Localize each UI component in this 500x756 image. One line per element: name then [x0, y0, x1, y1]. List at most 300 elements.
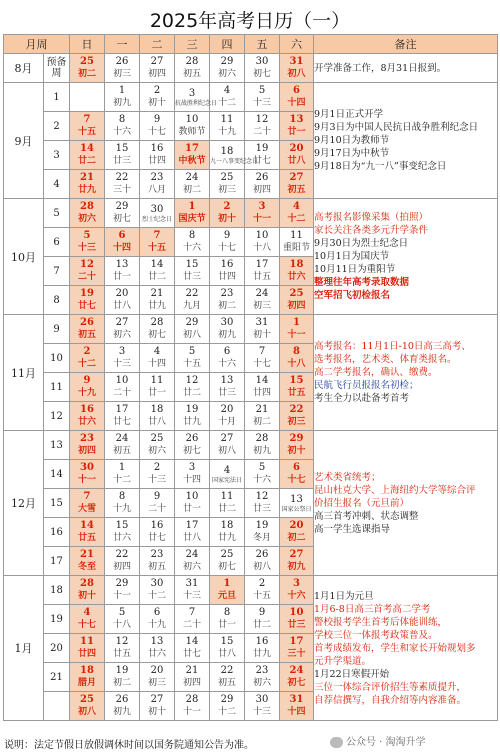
lunar-date: 廿八 — [147, 417, 166, 427]
wechat-icon — [330, 737, 343, 748]
note-line: 10月11日为重阳节 — [314, 264, 396, 275]
day-number: 21 — [80, 549, 94, 560]
lunar-date: 廿二 — [217, 504, 236, 514]
lunar-date: 十二 — [147, 591, 166, 601]
day-number: 30 — [255, 694, 269, 705]
header-fri: 五 — [245, 35, 280, 54]
day-number: 18 — [80, 665, 94, 676]
note-line: 空军招飞初检报名 — [314, 290, 391, 301]
week-number: 5 — [44, 199, 70, 228]
week-number: 8 — [44, 286, 70, 315]
lunar-date: 初六 — [112, 330, 131, 340]
day-number: 8 — [223, 607, 231, 618]
day-number: 5 — [118, 607, 126, 618]
day-cell — [140, 634, 175, 663]
day-cell — [280, 489, 314, 518]
day-cell — [280, 199, 314, 228]
day-number: 12 — [255, 114, 269, 125]
day-cell — [280, 54, 314, 83]
lunar-date: 二十 — [77, 272, 96, 282]
day-number: 12 — [80, 259, 94, 270]
lunar-date: 初二 — [182, 185, 201, 195]
month-notes — [314, 54, 498, 83]
day-cell — [280, 257, 314, 286]
lunar-date: 十二 — [112, 475, 131, 485]
day-number: 9 — [153, 114, 161, 125]
day-cell — [105, 576, 140, 605]
day-cell — [175, 141, 210, 170]
week-number: 1 — [44, 83, 70, 112]
day-cell — [140, 518, 175, 547]
day-cell — [70, 402, 105, 431]
calendar-body — [4, 54, 498, 721]
day-number: 3 — [258, 201, 266, 212]
note-line: 学校三位一体报考政策普及。 — [314, 629, 438, 641]
lunar-date: 十七 — [217, 243, 236, 253]
day-cell — [245, 460, 280, 489]
lunar-date: 廿九 — [182, 417, 201, 427]
day-number: 2 — [153, 462, 161, 473]
day-number: 19 — [185, 404, 199, 415]
lunar-date: 大雪 — [77, 504, 96, 514]
day-number: 23 — [80, 433, 94, 444]
note-line: 10月1日为国庆节 — [314, 251, 390, 262]
day-cell — [105, 489, 140, 518]
lunar-date: 初九 — [112, 707, 131, 717]
lunar-date: 十一 — [287, 330, 306, 340]
week-number: 2 — [44, 112, 70, 141]
lunar-date: 初七 — [252, 69, 271, 79]
day-number: 28 — [255, 433, 269, 444]
note-line: 1月22日寒假开始 — [314, 668, 390, 680]
day-number: 16 — [150, 143, 164, 154]
week-number: 13 — [44, 431, 70, 460]
day-number: 13 — [290, 493, 303, 505]
note-line: 三位一体综合评价招生等素质提升， — [314, 681, 467, 693]
day-number: 3 — [293, 578, 300, 589]
lunar-date: 初五 — [112, 446, 131, 456]
day-number: 6 — [153, 607, 161, 618]
day-cell — [105, 402, 140, 431]
day-number: 20 — [150, 665, 164, 676]
day-cell — [210, 83, 245, 112]
day-cell — [210, 257, 245, 286]
day-number: 9 — [153, 491, 161, 502]
day-number: 24 — [185, 172, 199, 183]
month-label: 11月 — [4, 315, 44, 431]
week-number: 7 — [44, 257, 70, 286]
lunar-date: 十三 — [252, 98, 271, 108]
day-cell — [245, 199, 280, 228]
day-number: 21 — [150, 288, 164, 299]
day-cell — [105, 692, 140, 721]
day-number: 23 — [150, 172, 164, 183]
lunar-date: 初五 — [77, 330, 96, 340]
day-cell — [280, 431, 314, 460]
day-cell — [70, 692, 105, 721]
day-cell — [280, 634, 314, 663]
day-cell — [245, 547, 280, 576]
lunar-date: 初三 — [252, 301, 271, 311]
day-cell — [280, 663, 314, 692]
lunar-date: 十八 — [287, 359, 306, 369]
day-number: 28 — [185, 694, 199, 705]
day-cell — [140, 489, 175, 518]
day-cell — [210, 460, 245, 489]
lunar-date: 十一 — [252, 214, 271, 224]
day-cell — [210, 518, 245, 547]
note-line: 9月17日为中秋节 — [314, 148, 390, 159]
day-number: 14 — [80, 143, 94, 154]
calendar-header — [4, 35, 498, 54]
note-line: 元升学渠道。 — [314, 655, 372, 667]
day-cell — [105, 199, 140, 228]
day-cell — [280, 141, 314, 170]
day-cell — [140, 460, 175, 489]
day-cell — [70, 489, 105, 518]
day-number: 4 — [223, 464, 231, 476]
day-number: 28 — [80, 578, 94, 589]
day-cell — [140, 54, 175, 83]
day-number: 9 — [258, 607, 266, 618]
week-number: 16 — [44, 518, 70, 547]
day-cell — [245, 663, 280, 692]
month-label: 1月 — [4, 576, 44, 721]
day-cell — [140, 344, 175, 373]
day-cell — [70, 257, 105, 286]
day-number: 30 — [150, 578, 164, 589]
day-number: 7 — [153, 230, 161, 241]
note-line: 考生全力以赴备考首考 — [314, 393, 410, 404]
day-cell — [245, 286, 280, 315]
month-notes — [314, 315, 498, 431]
day-number: 6 — [293, 462, 300, 473]
month-label: 9月 — [4, 83, 44, 199]
day-cell — [245, 315, 280, 344]
week-number: 4 — [44, 170, 70, 199]
day-cell — [70, 83, 105, 112]
lunar-date: 廿七 — [182, 649, 201, 659]
day-number: 9 — [223, 230, 231, 241]
day-cell — [245, 489, 280, 518]
day-number: 8 — [118, 491, 126, 502]
lunar-date: 初十 — [217, 214, 236, 224]
note-line: 自荐信撰写，自我介绍等内容准备。 — [314, 694, 467, 706]
lunar-date: 廿七 — [147, 533, 166, 543]
lunar-date: 初五 — [182, 69, 201, 79]
lunar-date: 抗战胜利纪念日 — [175, 99, 218, 107]
week-number: 10 — [44, 344, 70, 373]
note-line: 高考报名：11月1日-10日高三高考、 — [314, 341, 471, 352]
lunar-date: 十六 — [217, 359, 236, 369]
lunar-date: 三十 — [112, 185, 131, 195]
lunar-date: 廿三 — [182, 272, 201, 282]
day-number: 31 — [289, 694, 304, 705]
day-cell — [245, 373, 280, 402]
week-row — [4, 83, 498, 112]
day-cell — [210, 141, 259, 170]
day-number: 7 — [188, 607, 196, 618]
day-number: 26 — [255, 172, 269, 183]
day-number: 7 — [83, 491, 91, 502]
note-line: 首考成绩发布，学生和家长开始规划多 — [314, 642, 476, 654]
lunar-date: 九月 — [182, 301, 201, 311]
day-number: 17 — [185, 143, 199, 154]
day-number: 24 — [115, 433, 129, 444]
day-number: 2 — [223, 201, 231, 212]
day-number: 29 — [220, 694, 234, 705]
day-number: 21 — [185, 665, 199, 676]
note-line: 选考报名，艺术类、体育类报名。 — [314, 354, 457, 365]
day-cell — [70, 634, 105, 663]
day-number: 4 — [293, 201, 300, 212]
week-number: 17 — [44, 547, 70, 576]
day-number: 1 — [118, 462, 126, 473]
day-cell — [280, 286, 314, 315]
day-cell — [245, 344, 280, 373]
day-cell — [105, 170, 140, 199]
note-line: 整理往年高考录取数据 — [314, 277, 410, 288]
day-number: 29 — [220, 56, 234, 67]
watermark-text: 公众号 · 淘淘升学 — [346, 737, 426, 748]
day-number: 14 — [185, 636, 199, 647]
day-number: 4 — [153, 346, 161, 357]
week-number: 预备 周 — [44, 54, 70, 83]
day-number: 7 — [258, 346, 266, 357]
day-number: 24 — [289, 665, 304, 676]
day-cell — [175, 199, 210, 228]
month-notes — [314, 83, 498, 199]
day-number: 18 — [289, 259, 304, 270]
lunar-date: 十二 — [217, 707, 236, 717]
lunar-date: 初九 — [252, 446, 271, 456]
lunar-date: 中秋节 — [178, 156, 206, 166]
day-cell — [140, 199, 175, 228]
lunar-date: 初十 — [147, 707, 166, 717]
day-cell — [70, 576, 105, 605]
lunar-date: 廿八 — [182, 533, 201, 543]
day-number: 22 — [115, 549, 129, 560]
day-number: 25 — [289, 288, 304, 299]
day-cell — [105, 431, 140, 460]
lunar-date: 十七 — [147, 127, 166, 137]
day-number: 10 — [115, 375, 129, 386]
day-number: 28 — [185, 56, 199, 67]
day-cell — [175, 431, 210, 460]
month-label: 10月 — [4, 199, 44, 315]
lunar-date: 廿三 — [112, 156, 131, 166]
day-cell — [280, 518, 314, 547]
lunar-date: 十月 — [217, 417, 236, 427]
lunar-date: 廿三 — [217, 388, 236, 398]
day-cell — [210, 402, 245, 431]
day-number: 19 — [255, 520, 269, 531]
day-cell — [140, 605, 175, 634]
day-number: 28 — [150, 317, 164, 328]
week-number — [44, 692, 70, 721]
day-number: 13 — [150, 636, 164, 647]
day-number: 16 — [80, 404, 94, 415]
day-number: 26 — [185, 433, 199, 444]
week-number: 6 — [44, 228, 70, 257]
day-cell — [140, 315, 175, 344]
lunar-date: 廿二 — [77, 156, 96, 166]
lunar-date: 初三 — [217, 185, 236, 195]
day-cell — [70, 547, 105, 576]
day-number: 16 — [220, 259, 234, 270]
lunar-date: 廿九 — [217, 533, 236, 543]
day-number: 29 — [289, 433, 304, 444]
day-cell — [175, 112, 210, 141]
day-number: 20 — [115, 288, 129, 299]
lunar-date: 初四 — [77, 446, 96, 456]
week-number: 3 — [44, 141, 70, 170]
lunar-date: 二十 — [252, 127, 271, 137]
lunar-date: 十一 — [77, 475, 96, 485]
day-number: 6 — [293, 85, 300, 96]
day-cell — [105, 257, 140, 286]
lunar-date: 廿二 — [182, 388, 201, 398]
lunar-date: 初七 — [287, 678, 306, 688]
day-cell — [140, 228, 175, 257]
day-number: 14 — [80, 520, 94, 531]
note-line: 艺术类省统考； — [314, 471, 381, 483]
day-cell — [245, 141, 280, 170]
lunar-date: 廿六 — [77, 417, 96, 427]
note-line: 9月18日为“九一八”事变纪念日 — [314, 161, 447, 172]
lunar-date: 初二 — [217, 301, 236, 311]
day-cell — [70, 605, 105, 634]
day-cell — [245, 692, 280, 721]
day-cell — [105, 547, 140, 576]
day-cell — [245, 634, 280, 663]
day-cell — [245, 54, 280, 83]
day-number: 11 — [290, 230, 303, 241]
day-number: 10 — [255, 230, 269, 241]
lunar-date: 廿一 — [287, 127, 306, 137]
note-line: 昆山杜克大学、上海纽约大学等综合评 — [314, 484, 476, 496]
day-number: 10 — [185, 114, 199, 125]
day-cell — [210, 489, 245, 518]
day-number: 18 — [220, 145, 234, 157]
day-cell — [175, 518, 210, 547]
week-row — [4, 199, 498, 228]
day-number: 29 — [115, 578, 129, 589]
lunar-date: 十八 — [112, 620, 131, 630]
lunar-date: 十七 — [287, 475, 306, 485]
lunar-date: 国家宪法日 — [211, 476, 242, 484]
lunar-date: 廿一 — [217, 620, 236, 630]
day-number: 22 — [185, 288, 199, 299]
day-number: 26 — [115, 56, 129, 67]
lunar-date: 廿四 — [147, 156, 166, 166]
lunar-date: 初七 — [217, 562, 236, 572]
lunar-date: 十六 — [252, 475, 271, 485]
lunar-date: 冬月 — [252, 533, 271, 543]
day-cell — [210, 344, 245, 373]
day-number: 27 — [289, 172, 304, 183]
day-cell — [245, 576, 280, 605]
lunar-date: 八月 — [147, 185, 166, 195]
lunar-date: 国庆节 — [178, 214, 206, 224]
lunar-date: 初八 — [252, 562, 271, 572]
month-notes — [314, 431, 498, 576]
day-number: 23 — [255, 665, 269, 676]
day-number: 22 — [115, 172, 129, 183]
day-cell — [140, 257, 175, 286]
lunar-date: 初十 — [77, 591, 96, 601]
day-cell — [70, 518, 105, 547]
lunar-date: 初六 — [147, 446, 166, 456]
note-line: 高考报名影像采集（拍照） — [314, 212, 429, 223]
day-number: 11 — [80, 636, 94, 647]
day-cell — [210, 576, 245, 605]
week-number: 15 — [44, 489, 70, 518]
lunar-date: 十六 — [182, 243, 201, 253]
lunar-date: 廿三 — [252, 504, 271, 514]
lunar-date: 廿五 — [77, 533, 96, 543]
day-cell — [105, 605, 140, 634]
lunar-date: 十一 — [182, 707, 201, 717]
week-row — [4, 54, 498, 83]
day-cell — [280, 692, 314, 721]
lunar-date: 教师节 — [178, 127, 206, 137]
day-number: 17 — [255, 259, 269, 270]
day-cell — [140, 692, 175, 721]
lunar-date: 廿二 — [147, 272, 166, 282]
day-cell — [175, 489, 210, 518]
lunar-date: 廿五 — [287, 388, 306, 398]
day-number: 12 — [255, 491, 269, 502]
lunar-date: 三十 — [287, 649, 306, 659]
day-number: 5 — [258, 462, 266, 473]
month-label: 8月 — [4, 54, 44, 83]
day-cell — [210, 605, 245, 634]
day-number: 23 — [150, 549, 164, 560]
day-number: 19 — [255, 143, 269, 154]
day-cell — [280, 605, 314, 634]
lunar-date: 廿八 — [112, 301, 131, 311]
lunar-date: 初四 — [147, 69, 166, 79]
day-cell — [105, 460, 140, 489]
lunar-date: 廿六 — [147, 649, 166, 659]
day-number: 22 — [220, 665, 234, 676]
day-cell — [70, 663, 105, 692]
lunar-date: 廿九 — [147, 301, 166, 311]
header-sun: 日 — [70, 35, 105, 54]
day-cell — [280, 402, 314, 431]
header-month-week: 月周 — [4, 35, 70, 54]
lunar-date: 九一八事变纪念日 — [210, 157, 259, 165]
day-cell — [70, 344, 105, 373]
lunar-date: 初十 — [287, 446, 306, 456]
lunar-date: 初三 — [287, 417, 306, 427]
day-cell — [245, 402, 280, 431]
day-number: 22 — [289, 404, 304, 415]
day-cell — [70, 170, 105, 199]
day-cell — [70, 286, 105, 315]
lunar-date: 腊月 — [77, 678, 96, 688]
day-cell — [175, 344, 210, 373]
day-number: 17 — [185, 520, 199, 531]
lunar-date: 十三 — [252, 707, 271, 717]
day-cell — [210, 286, 245, 315]
month-notes — [314, 576, 498, 721]
day-number: 19 — [80, 288, 94, 299]
day-cell — [210, 54, 245, 83]
lunar-date: 十五 — [252, 591, 271, 601]
day-number: 20 — [220, 404, 234, 415]
